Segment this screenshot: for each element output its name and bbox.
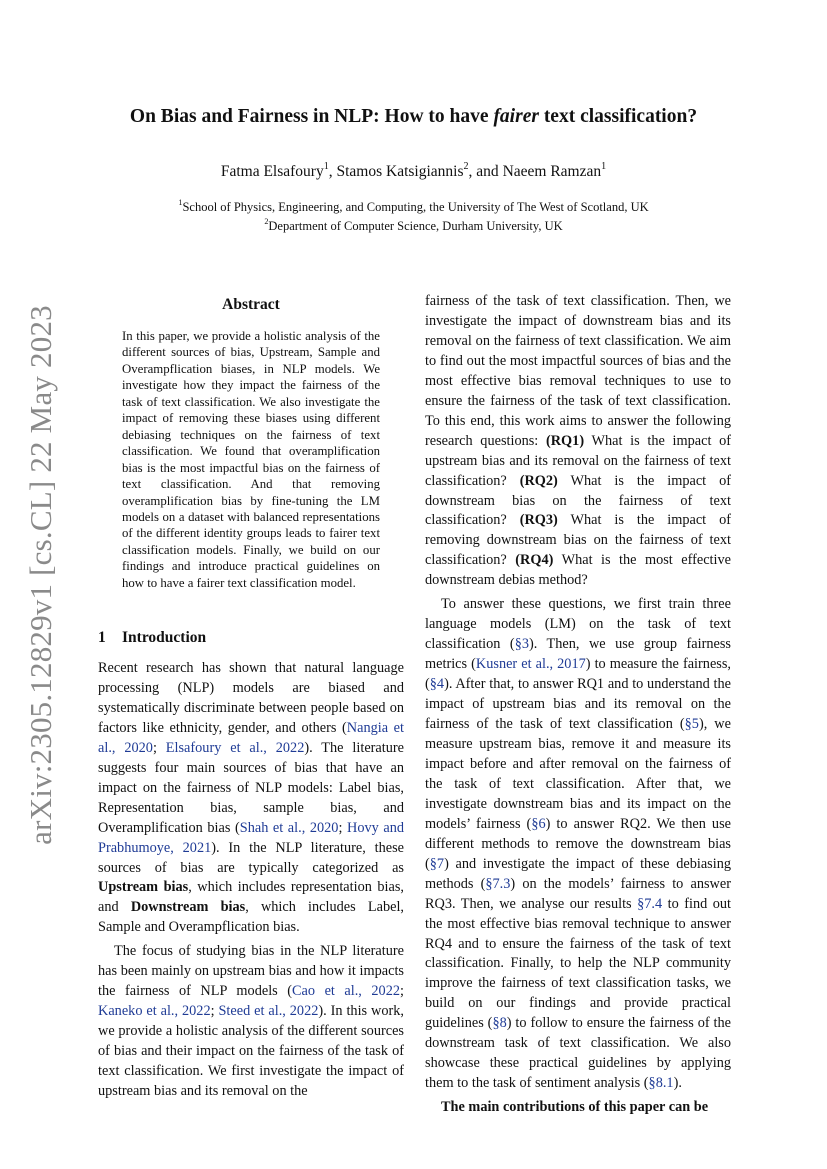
paragraph [98, 942, 404, 1102]
text-run: To answer these questions, we first train three language models (LM) on the task of text classification ( [425, 596, 731, 653]
paragraph [98, 659, 404, 938]
citation-link[interactable]: Nangia et al., 2020 [98, 719, 404, 756]
arxiv-identifier: arXiv:2305.12829v1 [cs.CL] 22 May 2023 [23, 305, 58, 845]
author-list [0, 163, 827, 181]
citation-link[interactable]: §6 [531, 815, 546, 832]
text-run: ) to answer RQ2. We then use different methods to remove the downstream bias ( [425, 815, 731, 872]
citation-link[interactable]: Kusner et al., 2017 [475, 656, 586, 673]
text-run: to find out the most effective bias removal technique to answer RQ4 and to ensure the fairness of the task of text classification. Finally, to help the NLP community improve the fairness of text classification tasks, we build on our findings and provide practical guidelines ( [425, 895, 731, 1032]
citation-link[interactable]: Hovy and Prabhumoye, 2021 [98, 819, 404, 856]
right-column-body [425, 292, 731, 1118]
text-run: What is the most effective downstream debias method? [425, 552, 731, 589]
text-run: ; [400, 983, 404, 1000]
author-separator: , [328, 163, 337, 180]
abstract-body: In this paper, we provide a holistic analysis of the different sources of bias, Upstream, Sample and Overampflication biases, in NLP models. We investigate how they impact the fairness of the task of text classification. We also investigate the impact of removing these biases using different debiasing techniques on the fairness of text classification. We found that overamplification bias is the most impactful bias on the fairness of text classification. And that removing overamplification bias by fine-tuning the LM models on a dataset with balanced representations of the different identity groups leads to fairer text classification models. Finally, we build on our findings and introduce practical guidelines on how to have a fairer text classification model. [122, 329, 380, 590]
citation-link[interactable]: Steed et al., 2022 [218, 1003, 319, 1020]
text-run: What is the impact of downstream bias on the fairness of text classification? [425, 472, 731, 529]
bold-text: (RQ1) [545, 432, 585, 449]
citation-link[interactable]: Cao et al., 2022 [292, 983, 401, 1000]
citation-link[interactable]: §7.3 [485, 875, 511, 892]
paper-title [0, 106, 827, 128]
bold-text: (RQ2) [519, 472, 558, 489]
title-text-end: text classification? [538, 106, 698, 127]
text-run: fairness of the task of text classification. Then, we investigate the impact of downstream bias and its removal on the fairness of text classification. We aim to find out the most impactful sources of bias and the most effective bias removal techniques to use to ensure the fairness of the task of text classification. To this end, this work aims to answer the following research questions: [425, 293, 731, 449]
text-run: ) to measure the fairness, ( [425, 656, 731, 693]
citation-link[interactable]: §8.1 [648, 1075, 674, 1092]
text-run: ). [673, 1075, 682, 1092]
paragraph [425, 595, 731, 1094]
text-run: ). After that, to answer RQ1 and to understand the impact of upstream bias and its removal on the fairness of the task of text classification ( [425, 676, 731, 733]
citation-link[interactable]: §8 [492, 1015, 507, 1032]
bold-text: Upstream bias [98, 879, 189, 896]
citation-link[interactable]: Elsafoury et al., 2022 [165, 739, 305, 756]
bold-text: (RQ4) [515, 552, 554, 569]
text-run: ). The literature suggests four main sources of bias that have an impact on the fairness of NLP models: Label bias, Representation bias, sample bias, and Overamplification bias ( [98, 739, 404, 836]
text-run: ) on the models’ fairness to answer RQ3. Then, we analyse our results [425, 875, 731, 912]
affiliation-mark: 2 [264, 217, 269, 226]
abstract-heading: Abstract [222, 296, 280, 313]
arxiv-sidebar-stamp [18, 255, 64, 895]
text-run: ; [210, 1003, 219, 1020]
section-number: 1 [98, 629, 106, 646]
citation-link[interactable]: §7 [429, 855, 445, 872]
affiliation-mark: 1 [178, 198, 183, 207]
bold-text: The main contributions of this paper can be [441, 1099, 709, 1116]
affiliation-text: Department of Computer Science, Durham University, UK [268, 219, 563, 233]
author-affil-mark: 2 [463, 161, 469, 172]
text-run: ). Then, we use group fairness metrics ( [425, 636, 731, 673]
text-run: The focus of studying bias in the NLP literature has been mainly on upstream bias and how it impacts the fairness of NLP models ( [98, 943, 404, 1000]
affiliation [0, 219, 827, 234]
citation-link[interactable]: Shah et al., 2020 [239, 819, 339, 836]
text-run: ). In the NLP literature, these sources of bias are typically categorized as [98, 839, 405, 876]
citation-link[interactable]: §7.4 [637, 895, 663, 912]
paragraph [425, 1098, 731, 1118]
text-run: , which includes Label, Sample and Overampflication bias. [98, 899, 404, 936]
text-run: ) to follow to ensure the fairness of the downstream task of text classification. We also showcase these practical guidelines by applying them to the task of sentiment analysis ( [425, 1015, 731, 1092]
text-run: ) and investigate the impact of these debiasing methods ( [425, 855, 731, 892]
author-name: Stamos Katsigiannis [336, 163, 464, 180]
author-affil-mark: 1 [601, 161, 607, 172]
author-separator: , and [468, 163, 503, 180]
bold-text: (RQ3) [519, 512, 558, 529]
bold-text: Downstream bias [130, 899, 246, 916]
affiliation-text: School of Physics, Engineering, and Computing, the University of The West of Scotland, UK [182, 200, 649, 214]
text-run: ), we measure upstream bias, remove it and measure its impact before and after removal on the fairness of the task of text classification. After that, we investigate downstream bias and its impact on the models’ fairness ( [425, 716, 731, 832]
text-run: What is the impact of upstream bias and its removal on the fairness of text classification? [425, 432, 732, 489]
text-run: ; [338, 819, 347, 836]
affiliation [0, 200, 827, 215]
author-affil-mark: 1 [323, 161, 329, 172]
citation-link[interactable]: §4 [429, 676, 445, 693]
author-name: Naeem Ramzan [502, 163, 602, 180]
text-run: ; [152, 739, 166, 756]
author-name: Fatma Elsafoury [220, 163, 324, 180]
section-title: Introduction [122, 629, 207, 646]
citation-link[interactable]: §5 [684, 716, 699, 733]
title-emphasis: fairer [493, 106, 539, 127]
text-run: What is the impact of removing downstream bias on the fairness of text classification? [425, 512, 731, 569]
text-run: Recent research has shown that natural language processing (NLP) models are biased and systematically discriminate between people based on factors like ethnicity, gender, and others ( [98, 660, 404, 736]
citation-link[interactable]: §3 [514, 636, 529, 653]
left-column-body [98, 659, 404, 1102]
paragraph [425, 292, 731, 591]
title-text-start: On Bias and Fairness in NLP: How to have [129, 106, 494, 127]
citation-link[interactable]: Kaneko et al., 2022 [98, 1003, 211, 1020]
text-run: , which includes representation bias, and [98, 879, 404, 916]
section-heading [98, 629, 206, 647]
text-run: ). In this work, we provide a holistic analysis of the different sources of bias and their impact on the fairness of the task of text classification. We first investigate the impact of upstream bias and its removal on the [98, 1003, 404, 1100]
